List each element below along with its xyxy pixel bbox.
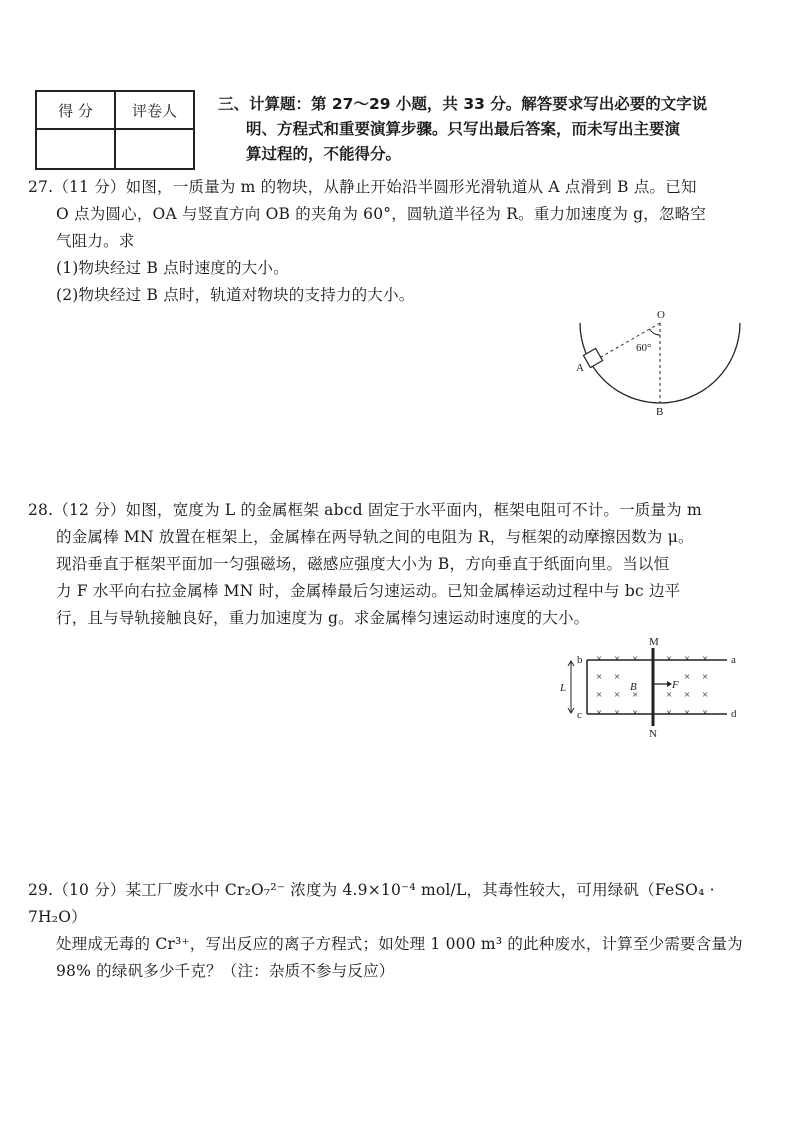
- field-cross: ×: [666, 689, 673, 701]
- field-cross: ×: [614, 653, 621, 665]
- grader-cell[interactable]: [115, 129, 194, 169]
- field-cross: ×: [614, 689, 621, 701]
- label-d: d: [731, 708, 737, 720]
- block: [583, 348, 602, 367]
- label-c: c: [577, 709, 582, 721]
- label-a: a: [731, 654, 736, 666]
- q27-figure: [570, 305, 750, 425]
- field-cross: ×: [666, 653, 673, 665]
- field-cross: ×: [666, 707, 673, 719]
- q27-line-2: O 点为圆心，OA 与竖直方向 OB 的夹角为 60°，圆轨道半径为 R。重力加速度为 g，忽略空: [56, 205, 707, 223]
- field-cross: ×: [702, 689, 709, 701]
- section-line-2: 明、方程式和重要演算步骤。只写出最后答案，而未写出主要演: [246, 120, 681, 138]
- q28-line-3: 现沿垂直于框架平面加一匀强磁场，磁感应强度大小为 B，方向垂直于纸面向里。当以恒: [56, 555, 670, 573]
- q29-line-2: 处理成无毒的 Cr³⁺，写出反应的离子方程式；如处理 1 000 m³ 的此种废水，计算至少需要含量为: [56, 935, 743, 953]
- q28-figure: [555, 636, 745, 740]
- field-cross: ×: [632, 689, 639, 701]
- q28-line-2: 的金属棒 MN 放置在框架上，金属棒在两导轨之间的电阻为 R，与框架的动摩擦因数为 μ。: [56, 528, 694, 546]
- label-force: F: [672, 679, 679, 691]
- label-b: B: [656, 406, 664, 418]
- label-n: N: [649, 728, 657, 740]
- field-cross: ×: [632, 707, 639, 719]
- q29-line-1: 29.（10 分）某工厂废水中 Cr₂O₇²⁻ 浓度为 4.9×10⁻⁴ mol/L，其毒性较大，可用绿矾（FeSO₄ · 7H₂O）: [28, 881, 715, 926]
- field-cross: ×: [684, 689, 691, 701]
- field-cross: ×: [614, 707, 621, 719]
- angle-arc: [650, 329, 660, 335]
- score-header: 得 分: [36, 91, 115, 129]
- label-angle: 60°: [636, 342, 652, 354]
- label-m: M: [649, 636, 659, 648]
- field-cross: ×: [702, 707, 709, 719]
- section-heading: [218, 92, 778, 167]
- label-a: A: [576, 362, 584, 374]
- field-cross: ×: [684, 707, 691, 719]
- field-cross: ×: [596, 671, 603, 683]
- question-29: [28, 877, 768, 985]
- label-o: O: [657, 309, 665, 321]
- q27-sub-1: (1)物块经过 B 点时速度的大小。: [56, 259, 289, 277]
- field-cross: ×: [596, 689, 603, 701]
- label-field: B: [630, 681, 637, 693]
- question-28: [28, 497, 768, 632]
- question-27: [28, 174, 768, 309]
- q27-line-3: 气阻力。求: [56, 232, 135, 250]
- label-l: L: [560, 682, 567, 694]
- score-cell[interactable]: [36, 129, 115, 169]
- field-cross: ×: [632, 653, 639, 665]
- score-table: [35, 90, 195, 170]
- field-cross: ×: [702, 653, 709, 665]
- grader-header: 评卷人: [115, 91, 194, 129]
- q27-line-1: 27.（11 分）如图，一质量为 m 的物块，从静止开始沿半圆形光滑轨道从 A 点滑到 B 点。已知: [28, 178, 697, 196]
- q27-sub-2: (2)物块经过 B 点时，轨道对物块的支持力的大小。: [56, 286, 415, 304]
- field-cross: ×: [596, 653, 603, 665]
- q28-line-1: 28.（12 分）如图，宽度为 L 的金属框架 abcd 固定于水平面内，框架电阻可不计。一质量为 m: [28, 501, 702, 519]
- field-cross: ×: [702, 671, 709, 683]
- section-line-1: 三、计算题：第 27～29 小题，共 33 分。解答要求写出必要的文字说: [218, 95, 708, 113]
- q28-line-5: 行，且与导轨接触良好，重力加速度为 g。求金属棒匀速运动时速度的大小。: [56, 609, 590, 627]
- field-cross: ×: [596, 707, 603, 719]
- label-b: b: [577, 654, 583, 666]
- field-cross: ×: [684, 671, 691, 683]
- section-line-3: 算过程的，不能得分。: [246, 145, 402, 163]
- field-cross: ×: [684, 653, 691, 665]
- field-cross: ×: [614, 671, 621, 683]
- q28-line-4: 力 F 水平向右拉金属棒 MN 时，金属棒最后匀速运动。已知金属棒运动过程中与 bc 边平: [56, 582, 681, 600]
- q29-line-3: 98% 的绿矾多少千克？（注：杂质不参与反应）: [56, 962, 395, 980]
